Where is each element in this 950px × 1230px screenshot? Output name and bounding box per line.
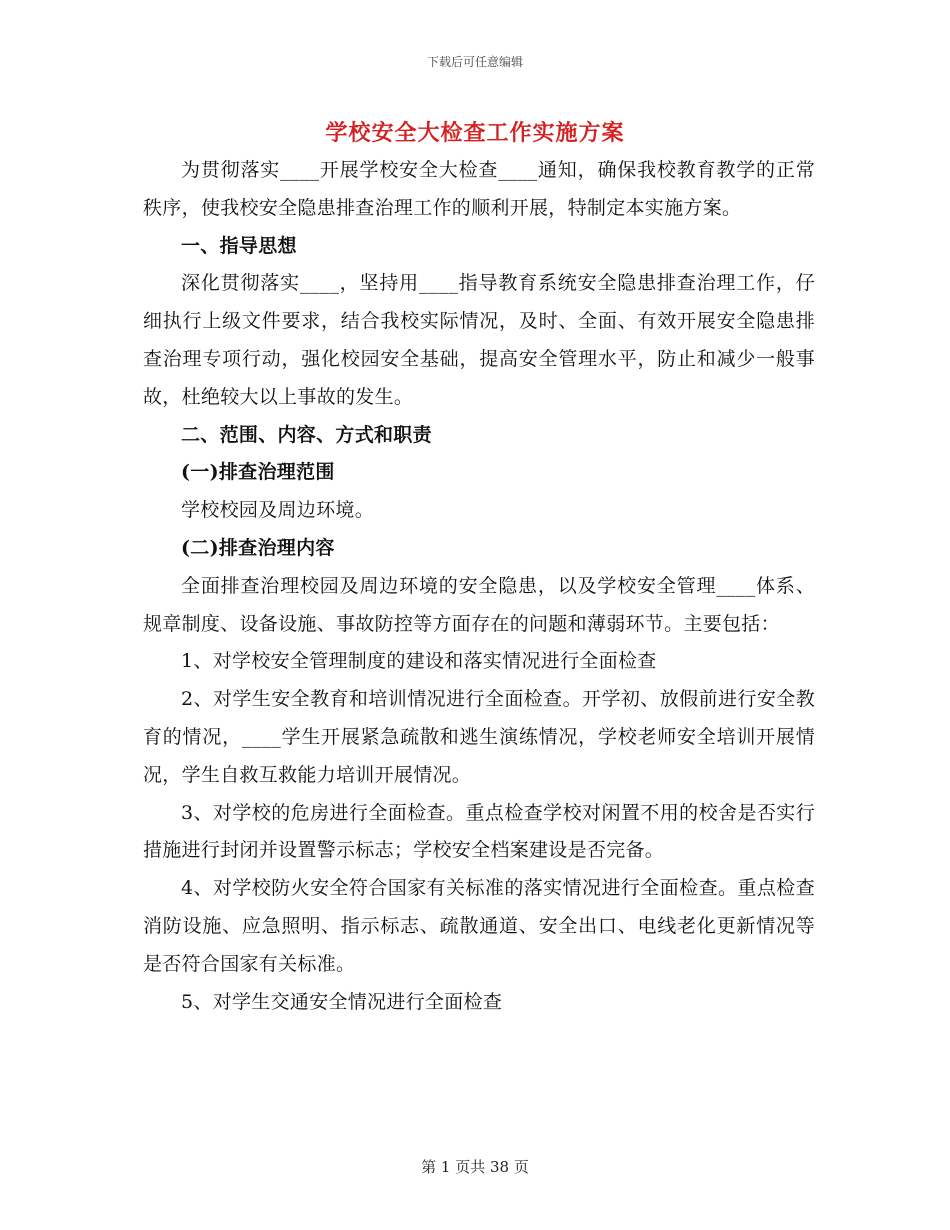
subsection-heading-scope: (一)排查治理范围 xyxy=(181,461,335,484)
guiding-ideology-paragraph: 深化贯彻落实____，坚持用____指导教育系统安全隐患排查治理工作，仔细执行上级文件要求，结合我校实际情况，及时、全面、有效开展安全隐患排查治理专项行动，强化校园安全基础，提高安全管理水平，防止和减少一般事故，杜绝较大以上事故的发生。 xyxy=(143,272,815,408)
section-heading-guiding-ideology: 一、指导思想 xyxy=(181,234,297,257)
intro-paragraph: 为贯彻落实____开展学校安全大检查____通知，确保我校教育教学的正常秩序，使我校安全隐患排查治理工作的顺利开展，特制定本实施方案。 xyxy=(143,159,815,219)
content-paragraph: 全面排查治理校园及周边环境的安全隐患，以及学校安全管理____体系、规章制度、设备设施、事故防控等方面存在的问题和薄弱环节。主要包括： xyxy=(143,574,815,635)
page-number-footer: 第 1 页共 38 页 xyxy=(421,1158,529,1176)
section-heading-scope: 二、范围、内容、方式和职责 xyxy=(181,423,432,446)
page-header-note: 下载后可任意编辑 xyxy=(426,55,523,69)
list-item-1: 1、对学校安全管理制度的建设和落实情况进行全面检查 xyxy=(181,650,657,673)
scope-paragraph: 学校校园及周边环境。 xyxy=(181,499,375,522)
document-title: 学校安全大检查工作实施方案 xyxy=(325,120,625,146)
list-item-3: 3、对学校的危房进行全面检查。重点检查学校对闲置不用的校舍是否实行措施进行封闭并设置警示标志；学校安全档案建设是否完备。 xyxy=(143,801,815,862)
list-item-4: 4、对学校防火安全符合国家有关标准的落实情况进行全面检查。重点检查消防设施、应急照明、指示标志、疏散通道、安全出口、电线老化更新情况等是否符合国家有关标准。 xyxy=(143,877,815,975)
list-item-2: 2、对学生安全教育和培训情况进行全面检查。开学初、放假前进行安全教育的情况，____学生开展紧急疏散和逃生演练情况，学校老师安全培训开展情况，学生自救互救能力培训开展情况。 xyxy=(143,688,815,786)
subsection-heading-content: (二)排查治理内容 xyxy=(181,536,335,559)
document-body xyxy=(143,152,815,1021)
list-item-5: 5、对学生交通安全情况进行全面检查 xyxy=(181,990,503,1013)
